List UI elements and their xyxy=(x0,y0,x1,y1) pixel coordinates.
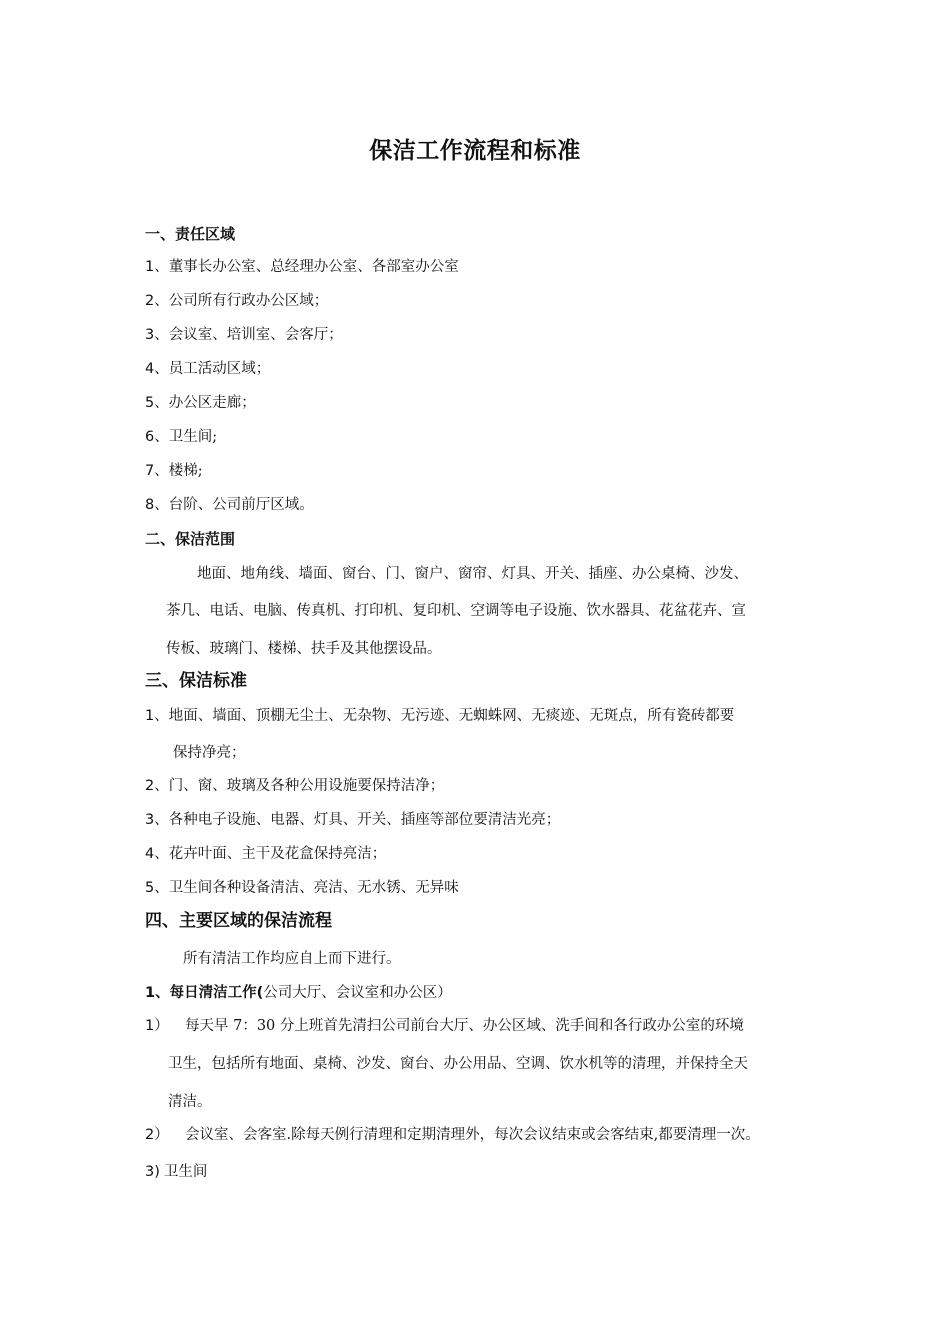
list-item: 2） 会议室、会客室.除每天例行清理和定期清理外，每次会议结束或会客结束,都要清理一次。 xyxy=(145,1127,760,1143)
list-item-continuation: 保持净亮； xyxy=(173,745,246,761)
section-heading-standards: 三、保洁标准 xyxy=(145,671,247,691)
section-heading-scope: 二、保洁范围 xyxy=(145,530,236,548)
list-item: 5、卫生间各种设备清洁、亮洁、无水锈、无异味 xyxy=(145,880,459,896)
list-item: 2、公司所有行政办公区域； xyxy=(145,293,329,309)
list-item: 3、会议室、培训室、会客厅； xyxy=(145,327,343,343)
list-item: 1、地面、墙面、顶棚无尘土、无杂物、无污迹、无蜘蛛网、无痰迹、无斑点，所有瓷砖都要 xyxy=(145,708,735,724)
paragraph-line: 传板、玻璃门、楼梯、扶手及其他摆设品。 xyxy=(166,641,442,657)
list-item: 5、办公区走廊； xyxy=(145,395,256,411)
paragraph-line: 卫生，包括所有地面、桌椅、沙发、窗台、办公用品、空调、饮水机等的清理，并保持全天 xyxy=(168,1056,748,1072)
list-item: 1） 每天早 7：30 分上班首先清扫公司前台大厅、办公区域、洗手间和各行政办公室的环境 xyxy=(145,1018,744,1034)
list-item: 7、楼梯; xyxy=(145,463,203,479)
list-item: 8、台阶、公司前厅区域。 xyxy=(145,497,314,513)
page-title: 保洁工作流程和标准 xyxy=(369,138,581,164)
list-item: 1、董事长办公室、总经理办公室、各部室办公室 xyxy=(145,259,459,275)
paragraph-line: 茶几、电话、电脑、传真机、打印机、复印机、空调等电子设施、饮水器具、花盆花卉、宣 xyxy=(166,603,746,619)
list-item: 6、卫生间; xyxy=(145,429,218,445)
list-item: 4、员工活动区域； xyxy=(145,361,271,377)
paragraph-line: 地面、地角线、墙面、窗台、门、窗户、窗帘、灯具、开关、插座、办公桌椅、沙发、 xyxy=(197,566,748,582)
paragraph-line: 清洁。 xyxy=(168,1094,212,1110)
subheading-daily-cleaning: 1、每日清洁工作(公司大厅、会议室和办公区） xyxy=(145,985,452,1001)
list-item: 2、门、窗、玻璃及各种公用设施要保持洁净； xyxy=(145,778,445,794)
list-item: 3、各种电子设施、电器、灯具、开关、插座等部位要清洁光亮； xyxy=(145,812,561,828)
section-heading-responsibility: 一、责任区域 xyxy=(145,225,236,243)
section-heading-process: 四、主要区域的保洁流程 xyxy=(145,911,332,931)
list-item: 3) 卫生间 xyxy=(145,1164,208,1180)
paragraph-line: 所有清洁工作均应自上而下进行。 xyxy=(183,951,401,967)
list-item: 4、花卉叶面、主干及花盒保持亮洁； xyxy=(145,846,387,862)
